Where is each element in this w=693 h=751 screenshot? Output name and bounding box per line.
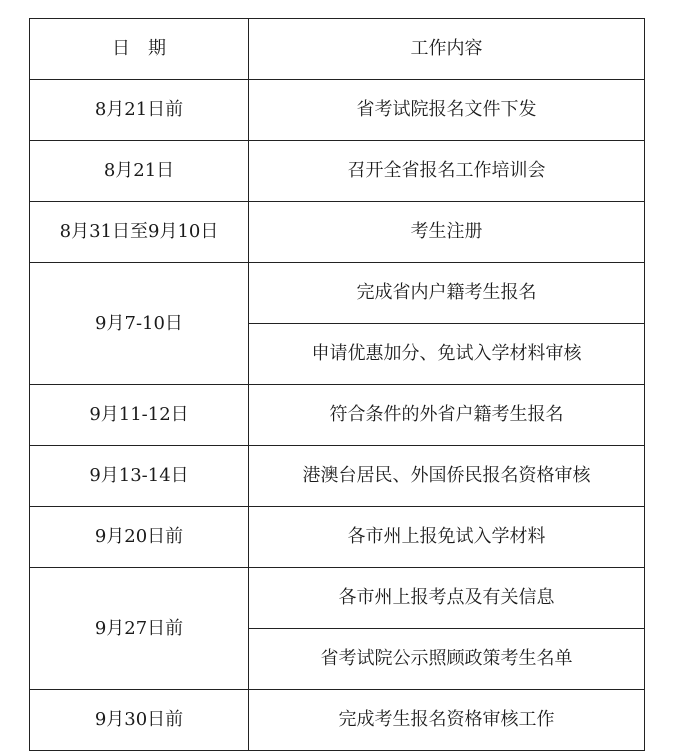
- task-cell: 召开全省报名工作培训会: [249, 141, 645, 202]
- table-row: [30, 80, 645, 141]
- table-row: [30, 141, 645, 202]
- task-cell: 港澳台居民、外国侨民报名资格审核: [249, 446, 645, 507]
- table-row: [30, 690, 645, 751]
- table-row: [30, 202, 645, 263]
- task-cell: 完成省内户籍考生报名: [249, 263, 645, 324]
- date-cell: 9月13-14日: [30, 446, 249, 507]
- date-cell: 9月11-12日: [30, 385, 249, 446]
- date-cell: 9月27日前: [30, 568, 249, 690]
- table-row: [30, 446, 645, 507]
- table-row: [30, 507, 645, 568]
- task-cell: 省考试院报名文件下发: [249, 80, 645, 141]
- table-row: [30, 385, 645, 446]
- task-cell: 各市州上报免试入学材料: [249, 507, 645, 568]
- table-row: [30, 263, 645, 324]
- task-cell: 考生注册: [249, 202, 645, 263]
- date-cell: 8月21日: [30, 141, 249, 202]
- schedule-table: [29, 18, 645, 751]
- task-cell: 完成考生报名资格审核工作: [249, 690, 645, 751]
- task-cell: 各市州上报考点及有关信息: [249, 568, 645, 629]
- date-cell: 9月30日前: [30, 690, 249, 751]
- date-cell: 8月21日前: [30, 80, 249, 141]
- header-row: [30, 19, 645, 80]
- table-row: [30, 568, 645, 629]
- task-cell: 申请优惠加分、免试入学材料审核: [249, 324, 645, 385]
- task-cell: 省考试院公示照顾政策考生名单: [249, 629, 645, 690]
- header-task: 工作内容: [249, 19, 645, 80]
- task-cell: 符合条件的外省户籍考生报名: [249, 385, 645, 446]
- header-date: 日 期: [30, 19, 249, 80]
- date-cell: 8月31日至9月10日: [30, 202, 249, 263]
- date-cell: 9月7-10日: [30, 263, 249, 385]
- date-cell: 9月20日前: [30, 507, 249, 568]
